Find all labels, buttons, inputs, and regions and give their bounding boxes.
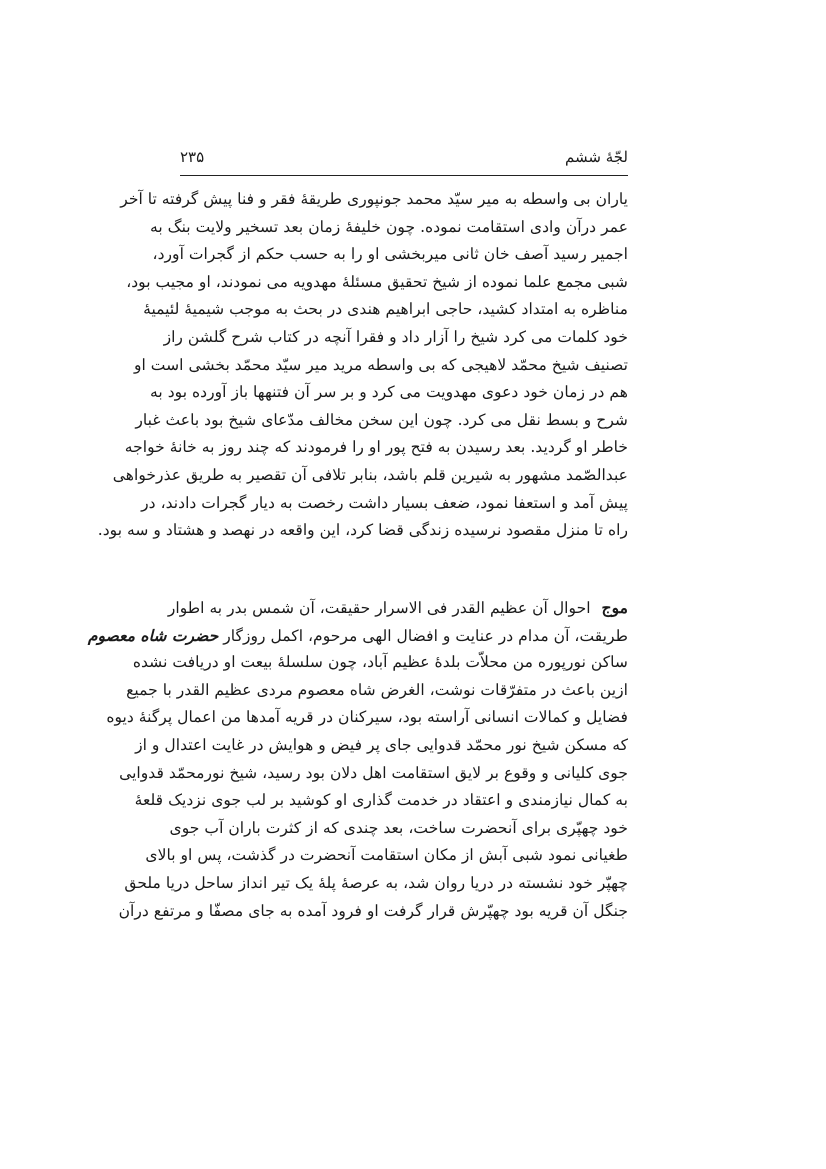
text-line: اجمیر رسید آصف خان ثانی میربخشی او را به حسب حکم از گجرات آورد، [152, 245, 628, 264]
text-line: تصنیف شیخ محمّد لاهیجی که بی واسطه مرید میر سیّد محمّد بخشی است او [133, 355, 628, 374]
text-line: خود کلمات می کرد شیخ را آزار داد و فقرا آنچه در کتاب شرح گلشن راز [163, 327, 628, 346]
text-line [167, 594, 628, 622]
text-line: راه تا منزل مقصود نرسیده زندگی قضا کرد، این واقعه در نهصد و هشتاد و سه بود. [97, 521, 628, 540]
text-line: ازین باعث در متفرّقات نوشت، الغرض شاه معصوم مردی عظیم القدر با جمیع [126, 680, 628, 699]
text-line: به کمال نیازمندی و اعتقاد در خدمت گذاری او کوشید بر لب جوی نزدیک قلعهٔ [134, 791, 628, 810]
text-line: شبی مجمع علما نموده از شیخ تحقیق مسئلهٔ مهدویه می نمودند، او مجیب بود، [126, 272, 628, 291]
text-line: خاطر او گردید. بعد رسیدن به فتح پور او را فرمودند که چند روز به خانهٔ خواجه [124, 438, 628, 457]
text-line: چهپّر خود نشسته در دریا روان شد، به عرصهٔ پلهٔ یک تیر انداز ساحل دریا ملحق [124, 873, 628, 892]
text-line: هم در زمان خود دعوی مهدویت می کرد و بر سر آن فتنهها باز آورده بود به [150, 383, 628, 402]
header-rule [180, 175, 628, 176]
text-line: پیش آمد و استعفا نمود، ضعف بسیار داشت رخصت به دیار گجرات دادند، در [141, 493, 628, 512]
text-line: جوی کلیانی و وقوع بر لایق استقامت اهل دلان بود رسید، شیخ نورمحمّد قدوایی [119, 763, 628, 782]
running-header [180, 148, 628, 174]
text-line: عمر درآن وادی استقامت نموده. چون خلیفهٔ زمان بعد تسخیر ولایت بنگ به [149, 217, 628, 236]
page-number: ۲۳۵ [180, 148, 205, 166]
text-line: مناظره به امتداد کشید، حاجی ابراهیم هندی در بحث به موجب شیمیهٔ لئیمیهٔ [143, 300, 628, 319]
text-line: شرح و بسط نقل می کرد. چون این سخن مخالف مدّعای شیخ بود باعث غبار [135, 410, 628, 429]
paragraph-lead-word: موج [601, 598, 628, 617]
text-fragment: احوال آن عظیم القدر فی الاسرار حقیقت، آن شمس بدر به اطوار [167, 599, 591, 617]
text-line: فضایل و کمالات انسانی آراسته بود، سیرکنان در قریه آمدها من اعمال پرگنهٔ دیوه [106, 708, 628, 727]
text-line: جنگل آن قریه بود چهپّرش قرار گرفت او فرود آمده به جای مصفّا و مرتفع درآن [118, 901, 628, 920]
paragraph-2 [87, 594, 628, 925]
text-line [87, 622, 628, 650]
text-line: طغیانی نمود شبی آبش از مکان استقامت آنحضرت در گذشت، پس او بالای [145, 846, 628, 865]
text-line: یاران بی واسطه به میر سیّد محمد جونپوری طریقهٔ فقر و فنا پیش گرفته تا آخر [120, 190, 628, 208]
highlighted-name: حضرت شاه معصوم [87, 625, 219, 645]
running-title: لجّهٔ ششم [565, 148, 628, 166]
text-line: که مسکن شیخ نور محمّد قدوایی جای پر فیض و هوایش در غایت اعتدال و از [135, 735, 628, 754]
text-fragment: طریقت، آن مدام در عنایت و افضال الهی مرحوم، اکمل روزگار [223, 626, 628, 645]
paragraph-1 [97, 186, 628, 545]
text-line: ساکن نورپوره من محلاّت بلدهٔ عظیم آباد، چون سلسلهٔ بیعت او دریافت نشده [132, 653, 628, 672]
text-line: عبدالصّمد مشهور به شیرین قلم باشد، بنابر تلافی آن تقصیر به طریق عذرخواهی [112, 465, 628, 484]
text-line: خود چهپّری برای آنحضرت ساخت، بعد چندی که از کثرت باران آب جوی [169, 818, 628, 837]
